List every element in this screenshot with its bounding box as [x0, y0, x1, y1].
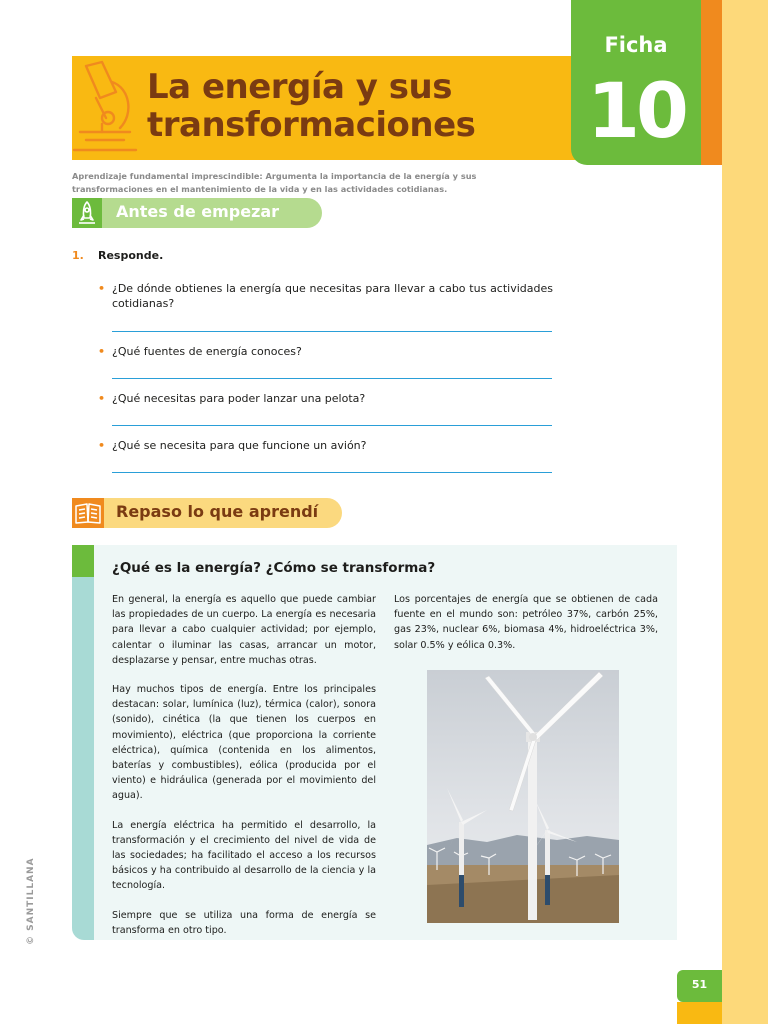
question-item — [98, 391, 553, 406]
rocket-icon-box — [72, 198, 102, 228]
question-text: ¿Qué fuentes de energía conoces? — [112, 345, 302, 358]
wind-turbines-photo — [427, 670, 619, 923]
panel-title: ¿Qué es la energía? ¿Cómo se transforma? — [112, 560, 436, 576]
learning-objective: Aprendizaje fundamental imprescindible: Argumenta la importancia de la energía y sus transformaciones en el mantenimiento de la vida y en las actividades cotidianas. — [72, 171, 477, 194]
question-item — [98, 281, 553, 311]
page-number: 51 — [691, 978, 708, 991]
question-text: ¿Qué se necesita para que funcione un avión? — [112, 439, 367, 452]
panel-accent-teal — [72, 577, 94, 940]
question-item — [98, 438, 553, 453]
microscope-icon — [72, 58, 138, 158]
paragraph: La energía eléctrica ha permitido el desarrollo, la transformación y el crecimiento del nivel de vida de las sociedades; ha facilitado el acceso a los recursos básicos y ha contribuido al desarrollo de la ciencia y la tecnología. — [112, 819, 376, 892]
bullet-icon: • — [98, 282, 106, 295]
ficha-number: 10 — [587, 66, 685, 155]
ficha-badge — [571, 0, 701, 165]
panel-accent-green — [72, 545, 94, 577]
ficha-label: Ficha — [604, 33, 668, 57]
section-label-before: Antes de empezar — [116, 202, 280, 221]
paragraph: En general, la energía es aquello que puede cambiar las propiedades de un cuerpo. La energía es necesaria para llevar a cabo cualquier actividad; por ejemplo, calentar o iluminar las casas, arrancar un motor, desplazarse y pensar, entre muchas otras. — [112, 594, 376, 666]
bullet-icon: • — [98, 345, 106, 358]
answer-line[interactable] — [112, 378, 552, 379]
answer-line[interactable] — [112, 425, 552, 426]
question-text: ¿De dónde obtienes la energía que necesitas para llevar a cabo tus actividades cotidianas? — [112, 282, 553, 310]
section-banner-before — [72, 198, 322, 228]
book-icon-box — [72, 498, 104, 528]
left-column — [112, 592, 376, 952]
page-number-accent — [677, 1002, 722, 1024]
page-title: La energía y sus transformaciones — [147, 67, 476, 145]
paragraph: Hay muchos tipos de energía. Entre los principales destacan: solar, lumínica (luz), térmica (calor), sonora (sonido), cinética (la que tienen los cuerpos en movimiento), eléctrica (que proporciona la corriente eléctrica), química (contenida en los alimentos, baterías y combustibles), eólica (producida por el viento) e hidráulica (generada por el movimiento del agua). — [112, 684, 376, 802]
bullet-icon: • — [98, 439, 106, 452]
bullet-icon: • — [98, 392, 106, 405]
publisher-credit: © SANTILLANA — [26, 857, 36, 945]
activity-title: Responde. — [98, 249, 164, 262]
section-banner-review — [72, 498, 342, 528]
paragraph: Siempre que se utiliza una forma de energía se transforma en otro tipo. — [112, 909, 376, 936]
answer-line[interactable] — [112, 472, 552, 473]
section-label-review: Repaso lo que aprendí — [116, 502, 319, 521]
question-item — [98, 344, 553, 359]
answer-line[interactable] — [112, 331, 552, 332]
question-text: ¿Qué necesitas para poder lanzar una pelota? — [112, 392, 366, 405]
right-edge-strip — [722, 0, 768, 1024]
book-icon — [72, 498, 104, 528]
right-edge-accent — [700, 0, 722, 165]
activity-number: 1. — [72, 249, 84, 262]
rocket-icon — [72, 198, 102, 228]
right-column: Los porcentajes de energía que se obtienen de cada fuente en el mundo son: petróleo 37%, carbón 25%, gas 23%, nuclear 6%, biomasa 4%, hidroeléctrica 3%, solar 0.5% y eólica 0.3%. — [394, 594, 658, 651]
